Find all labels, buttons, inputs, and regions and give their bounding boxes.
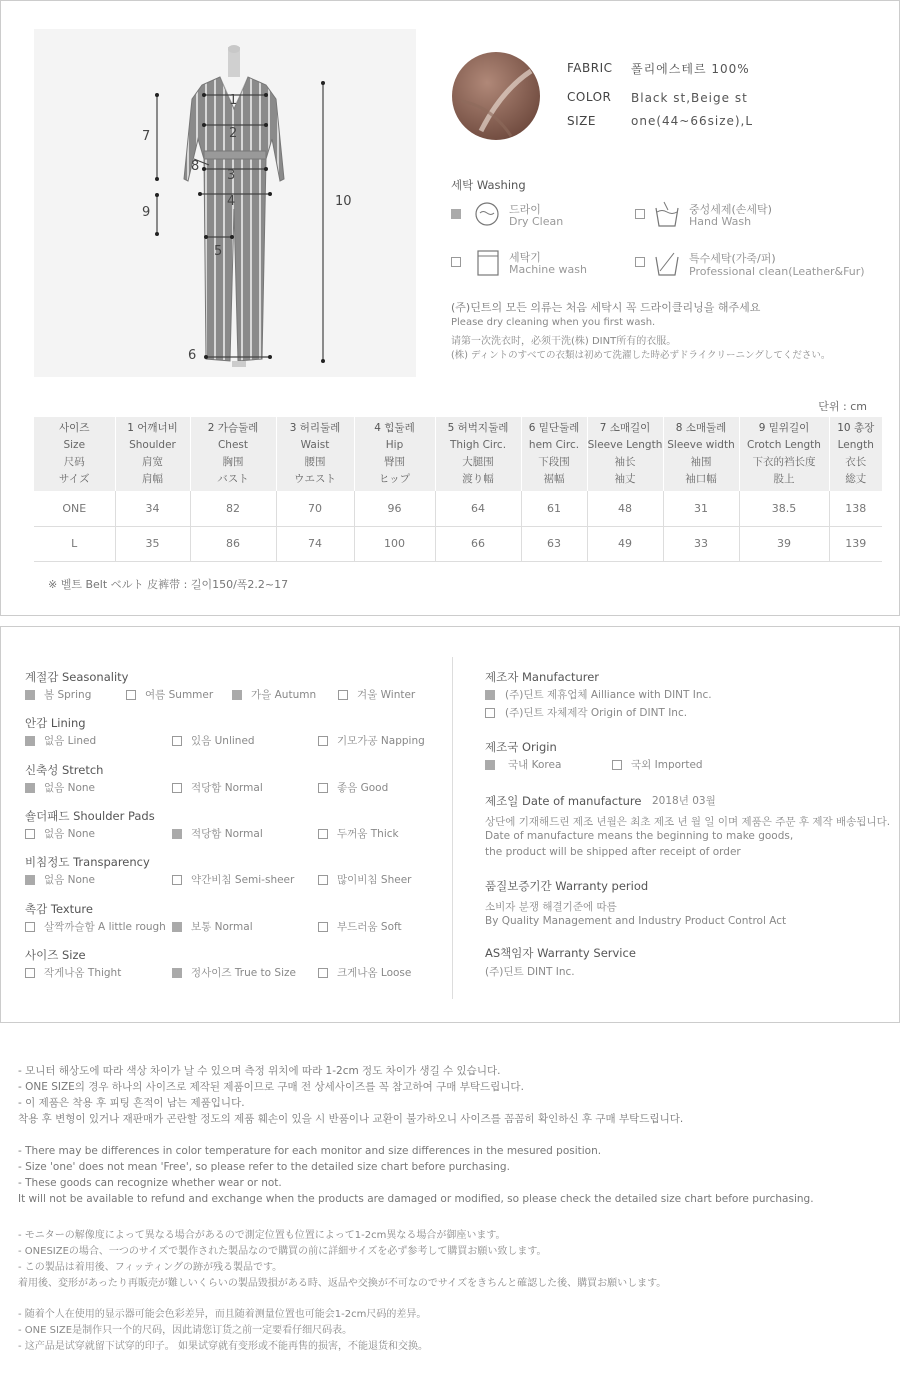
measurement-cell: 63: [521, 526, 587, 561]
measurement-cell: 64: [435, 491, 521, 526]
wash-note-ko: (주)딘트의 모든 의류는 처음 세탁시 꼭 드라이클리닝을 해주세요: [451, 301, 761, 314]
header-text: 胸围: [222, 456, 244, 468]
dry-clean-label-ko: 드라이: [509, 203, 541, 216]
attribute-checkbox: [318, 875, 328, 885]
manufacturer-origin-label: (주)딘트 자체제작 Origin of DINT Inc.: [505, 707, 688, 719]
size-table-header-cell: [663, 417, 739, 491]
attribute-checkbox: [25, 690, 35, 700]
attribute-option-label: 좋음 Good: [337, 781, 389, 794]
header-text: 総丈: [845, 473, 867, 485]
header-text: 10 총장: [837, 422, 875, 434]
header-text: hem Circ.: [528, 439, 580, 451]
measure-label-10: 10: [335, 194, 352, 209]
size-name-cell: ONE: [34, 491, 115, 526]
attribute-title: 계절감 Seasonality: [25, 670, 129, 684]
attribute-checkbox: [25, 829, 35, 839]
attribute-checkbox: [318, 922, 328, 932]
attribute-option-label: 많이비침 Sheer: [337, 874, 412, 887]
size-table-header: [34, 417, 882, 491]
measurement-cell: 33: [663, 526, 739, 561]
hand-wash-label-ko: 중성세제(손세탁): [689, 203, 772, 216]
attribute-option-label: 봄 Spring: [44, 689, 92, 701]
measurement-cell: 138: [829, 491, 882, 526]
origin-imported-label: 국외 Imported: [631, 759, 703, 771]
professional-clean-label-ko: 특수세탁(가죽/퍼): [689, 252, 776, 265]
manufacturer-origin-checkbox: [485, 708, 495, 718]
bottom-note-line: - ONESIZEの場合、一つのサイズで製作された製品なので購買の前に詳細サイズを必ず参考して購買お願い致します。: [18, 1246, 547, 1257]
fabric-value: 폴리에스테르 100%: [631, 62, 750, 76]
hand-wash-icon: [654, 200, 680, 228]
date-note-3: the product will be shipped after receipt of order: [485, 846, 741, 858]
attribute-option-label: 없음 None: [44, 781, 96, 794]
measurement-cell: 49: [587, 526, 663, 561]
header-text: Hip: [385, 439, 404, 451]
bottom-note-line: 착용 후 변형이 있거나 재판매가 곤란할 정도의 제품 훼손이 있을 시 반품이나 교환이 불가하오니 사이즈를 꼼꼼히 확인하신 후 구매 부탁드립니다.: [18, 1113, 684, 1125]
size-value: one(44~66size),L: [631, 114, 754, 128]
size-table-header-cell: [435, 417, 521, 491]
header-text: Waist: [300, 439, 330, 451]
attribute-checkbox: [25, 922, 35, 932]
bottom-note-line: - 随着个人在使用的显示器可能会色彩差异，而且随着测量位置也可能会1-2cm尺码的差异。: [18, 1309, 427, 1320]
size-table-header-cell: [587, 417, 663, 491]
attribute-option-label: 보통 Normal: [191, 920, 253, 933]
washing-title: 세탁 Washing: [451, 178, 526, 192]
dry-clean-checkbox: [451, 209, 461, 219]
origin-korea-label: 국내 Korea: [508, 759, 562, 771]
measurement-cell: 35: [115, 526, 190, 561]
dry-clean-icon: [474, 201, 500, 227]
header-text: 臀围: [384, 456, 405, 468]
attribute-checkbox: [172, 829, 182, 839]
measurement-cell: 139: [829, 526, 882, 561]
attribute-option-label: 있음 Unlined: [191, 735, 255, 748]
header-text: 大腿围: [462, 456, 494, 468]
unit-label: 단위 : cm: [818, 400, 867, 413]
attribute-checkbox: [318, 783, 328, 793]
header-text: 9 밑위길이: [758, 422, 810, 434]
attribute-option-label: 적당함 Normal: [191, 827, 263, 840]
header-text: 7 소매길이: [599, 422, 651, 434]
attribute-option-label: 작게나옴 Thight: [44, 966, 122, 979]
origin-korea-checkbox: [485, 760, 495, 770]
bottom-note-line: - モニターの解像度によって異なる場合があるので測定位置も位置によって1-2cm異なる場合が御座います。: [18, 1230, 506, 1241]
header-text: ヒップ: [378, 473, 411, 485]
attribute-option-label: 정사이즈 True to Size: [191, 966, 296, 979]
attribute-checkbox: [25, 968, 35, 978]
header-text: Thigh Circ.: [449, 439, 507, 451]
attribute-checkbox: [318, 736, 328, 746]
date-value: 2018년 03월: [652, 795, 716, 807]
table-row: [34, 491, 882, 526]
wash-note-en: Please dry cleaning when you first wash.: [451, 317, 656, 328]
bottom-note-line: - These goods can recognize whether wear or not.: [18, 1177, 282, 1189]
size-label: SIZE: [567, 114, 596, 128]
origin-title: 제조국 Origin: [485, 740, 557, 754]
measurement-cell: 82: [190, 491, 276, 526]
measurement-cell: 74: [276, 526, 354, 561]
warranty-note-2: By Quality Management and Industry Product Control Act: [485, 915, 787, 927]
measurement-cell: 34: [115, 491, 190, 526]
header-text: サイズ: [58, 473, 90, 485]
header-text: 사이즈: [59, 422, 90, 434]
bottom-note-line: - There may be differences in color temperature for each monitor and size differences in the mesured position.: [18, 1145, 602, 1157]
header-text: バスト: [217, 473, 249, 485]
header-text: Size: [63, 439, 86, 451]
manufacturer-title: 제조자 Manufacturer: [485, 670, 600, 684]
header-text: 渡り幅: [462, 473, 494, 485]
attribute-title: 신축성 Stretch: [25, 762, 104, 777]
attribute-option-label: 겨울 Winter: [357, 689, 416, 701]
attribute-checkbox: [318, 968, 328, 978]
attribute-option-label: 두꺼움 Thick: [337, 827, 399, 840]
header-text: Length: [837, 439, 874, 451]
professional-clean-label-en: Professional clean(Leather&Fur): [689, 265, 865, 278]
measurement-cell: 100: [354, 526, 435, 561]
attribute-checkbox: [25, 783, 35, 793]
attribute-option-label: 가을 Autumn: [251, 689, 317, 701]
size-table-header-cell: [34, 417, 115, 491]
bottom-note-line: - 이 제품은 착용 후 피팅 흔적이 남는 제품입니다.: [18, 1097, 245, 1109]
warranty-title: 품질보증기간 Warranty period: [485, 879, 649, 893]
attribute-checkbox: [25, 736, 35, 746]
attribute-option-label: 크게나옴 Loose: [337, 966, 412, 979]
dry-clean-label-en: Dry Clean: [509, 215, 564, 228]
wash-note-ja: (株) ディントのすべての衣類は初めて洗濯した時必ずドライクリーニングしてください。: [451, 350, 831, 361]
wash-note-zh: 请第一次洗衣时，必须干洗(株) DINT所有的衣服。: [451, 336, 677, 347]
size-table-header-cell: [521, 417, 587, 491]
bottom-note-line: - ONE SIZE의 경우 하나의 사이즈로 제작된 제품이므로 구매 전 상세사이즈를 꼭 참고하여 구매 부탁드립니다.: [18, 1081, 524, 1093]
bottom-note-line: - 모니터 해상도에 따라 색상 차이가 날 수 있으며 측정 위치에 따라 1-2cm 정도 차이가 생길 수 있습니다.: [18, 1065, 501, 1077]
belt-note: ※ 벨트 Belt ベルト 皮裤带 : 길이150/폭2.2~17: [48, 578, 289, 591]
header-text: 下衣的裆长度: [752, 456, 816, 468]
measurement-cell: 48: [587, 491, 663, 526]
header-text: 衣长: [845, 456, 867, 468]
bottom-note-line: - Size 'one' does not mean 'Free', so please refer to the detailed size chart before purchasing.: [18, 1161, 510, 1173]
measure-label-7: 7: [142, 129, 151, 144]
attribute-option-label: 기모가공 Napping: [337, 735, 425, 748]
jumpsuit-illustration: [34, 29, 416, 377]
measurement-cell: 86: [190, 526, 276, 561]
professional-clean-checkbox: [635, 257, 645, 267]
size-table-header-cell: [190, 417, 276, 491]
measure-label-1: 1: [229, 93, 238, 108]
hand-wash-checkbox: [635, 209, 645, 219]
fabric-swatch-image: [451, 51, 541, 141]
header-text: 袖围: [690, 456, 712, 468]
measurement-cell: 39: [739, 526, 829, 561]
measure-label-9: 9: [142, 205, 151, 220]
attribute-title: 촉감 Texture: [25, 901, 93, 916]
hand-wash-label-en: Hand Wash: [689, 215, 752, 228]
header-text: 肩宽: [142, 456, 163, 468]
column-divider: [452, 657, 453, 999]
measure-label-5: 5: [214, 244, 223, 259]
attribute-option-label: 살짝까슬함 A little rough: [44, 920, 166, 933]
machine-wash-label-en: Machine wash: [509, 263, 587, 276]
garment-measurement-figure: [34, 29, 416, 377]
header-text: 2 가슴둘레: [207, 422, 259, 434]
attribute-option-label: 여름 Summer: [145, 689, 214, 701]
measurement-cell: 66: [435, 526, 521, 561]
bottom-note-line: It will not be available to refund and exchange when the products are damaged or modified, so please check the detailed size chart before purchasing.: [18, 1193, 814, 1205]
header-text: 尺码: [63, 456, 85, 468]
header-text: 6 밑단둘레: [528, 422, 580, 434]
size-table-header-cell: [354, 417, 435, 491]
header-text: 4 힙둘레: [374, 422, 415, 434]
attribute-checkbox: [232, 690, 242, 700]
header-text: Chest: [217, 439, 249, 451]
attribute-checkbox: [172, 736, 182, 746]
header-text: 腰围: [304, 456, 326, 468]
attribute-title: 사이즈 Size: [25, 947, 86, 962]
measure-label-8: 8: [191, 159, 200, 174]
product-info-panel: [0, 0, 900, 616]
size-table: [34, 417, 882, 562]
header-text: Shoulder: [129, 439, 176, 451]
color-value: Black st,Beige st: [631, 91, 748, 105]
measurement-cell: 96: [354, 491, 435, 526]
as-title: AS책임자 Warranty Service: [485, 946, 636, 960]
attribute-option-label: 없음 None: [44, 827, 96, 840]
header-text: 下段围: [538, 456, 570, 468]
attribute-title: 숄더패드 Shoulder Pads: [25, 808, 155, 823]
measure-label-3: 3: [227, 168, 236, 183]
origin-imported-checkbox: [612, 760, 622, 770]
measurement-cell: 38.5: [739, 491, 829, 526]
size-name-cell: L: [34, 526, 115, 561]
header-text: 袖长: [614, 456, 636, 468]
attribute-checkbox: [172, 875, 182, 885]
header-text: 袖口幅: [685, 473, 717, 485]
attribute-title: 안감 Lining: [25, 716, 86, 731]
manufacturer-alliance-checkbox: [485, 690, 495, 700]
header-text: Crotch Length: [747, 439, 821, 451]
bottom-note-line: - ONE SIZE是制作只一个的尺码，因此请您订货之前一定要看仔细尺码表。: [18, 1325, 353, 1336]
attribute-option-label: 부드러움 Soft: [337, 920, 402, 933]
date-note-1: 상단에 기재해드린 제조 년월은 최초 제조 년 월 일 이며 제품은 주문 후 제작 배송됩니다.: [485, 816, 891, 828]
header-text: 8 소매둘레: [675, 422, 727, 434]
bottom-note-line: 着用後、変形があったり再販売が難しいくらいの製品毀損がある時、返品や交換が不可なのでサイズをきちんと確認した後、購買お願いします。: [18, 1278, 667, 1289]
measure-label-6: 6: [188, 348, 197, 363]
header-text: 5 허벅지둘레: [447, 422, 509, 434]
as-value: (주)딘트 DINT Inc.: [485, 966, 575, 978]
header-text: 股上: [773, 473, 795, 485]
size-table-header-cell: [829, 417, 882, 491]
table-row: [34, 526, 882, 561]
attribute-checkbox: [172, 783, 182, 793]
color-label: COLOR: [567, 90, 612, 104]
attribute-option-label: 없음 None: [44, 874, 96, 887]
attribute-option-label: 없음 Lined: [44, 735, 97, 748]
attribute-checkbox: [318, 829, 328, 839]
header-text: 袖丈: [614, 473, 636, 485]
header-text: 裾幅: [543, 473, 565, 485]
warranty-note-1: 소비자 분쟁 해결기준에 따름: [485, 901, 617, 913]
header-text: 1 어깨너비: [127, 422, 178, 434]
product-details-panel: [0, 626, 900, 1023]
measure-label-2: 2: [229, 126, 238, 141]
fabric-label: FABRIC: [567, 61, 613, 75]
attribute-checkbox: [25, 875, 35, 885]
header-text: Sleeve Length: [587, 439, 663, 451]
bottom-note-line: - 这产品是试穿就留下试穿的印子。 如果试穿就有变形或不能再售的损害，不能退货和交换。: [18, 1341, 428, 1352]
professional-clean-icon: [654, 249, 680, 277]
attribute-checkbox: [172, 968, 182, 978]
date-title: 제조일 Date of manufacture: [485, 794, 642, 808]
header-text: Sleeve width: [667, 439, 735, 451]
measurement-cell: 61: [521, 491, 587, 526]
manufacturer-alliance-label: (주)딘트 제휴업체 Ailliance with DINT Inc.: [505, 689, 712, 701]
header-text: 3 허리둘레: [289, 422, 341, 434]
measurement-cell: 31: [663, 491, 739, 526]
size-table-header-cell: [739, 417, 829, 491]
size-table-header-cell: [115, 417, 190, 491]
measure-label-4: 4: [227, 194, 236, 209]
attribute-title: 비침정도 Transparency: [25, 855, 150, 870]
attribute-checkbox: [126, 690, 136, 700]
machine-wash-label-ko: 세탁기: [509, 251, 541, 264]
attribute-option-label: 적당함 Normal: [191, 781, 263, 794]
attribute-checkbox: [172, 922, 182, 932]
attribute-checkbox: [338, 690, 348, 700]
date-note-2: Date of manufacture means the beginning to make goods,: [485, 830, 794, 842]
bottom-note-line: - この製品は着用後、フィッティングの跡が残る製品です。: [18, 1262, 283, 1273]
header-text: 肩幅: [142, 473, 163, 485]
attribute-option-label: 약간비침 Semi-sheer: [191, 874, 295, 887]
measurement-cell: 70: [276, 491, 354, 526]
machine-wash-icon: [476, 249, 500, 277]
header-text: ウエスト: [294, 473, 336, 485]
machine-wash-checkbox: [451, 257, 461, 267]
size-table-header-cell: [276, 417, 354, 491]
